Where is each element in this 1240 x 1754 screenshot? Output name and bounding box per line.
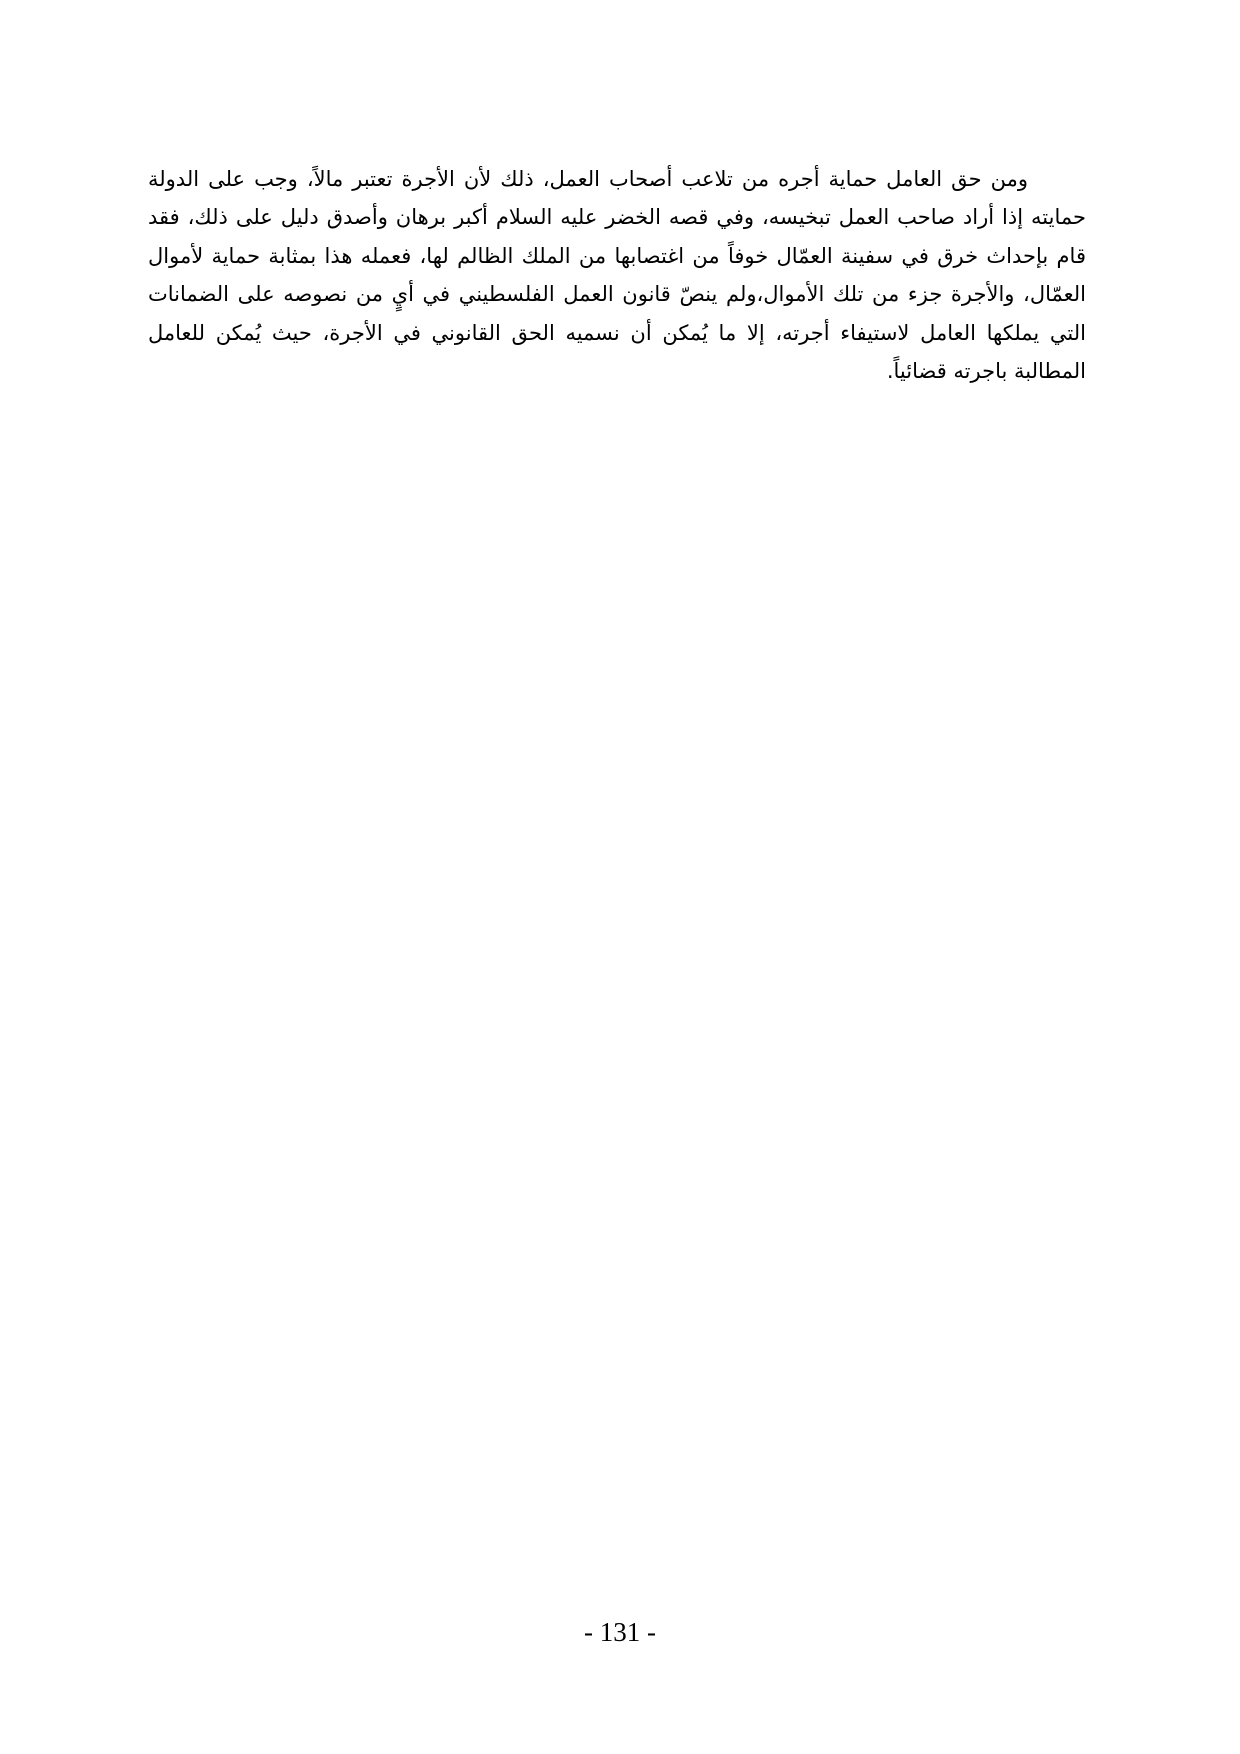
page-number: - 131 - bbox=[584, 1617, 656, 1647]
body-paragraph: ومن حق العامل حماية أجره من تلاعب أصحاب العمل، ذلك لأن الأجرة تعتبر مالاً، وجب على الدولة حمايته إذا أراد صاحب العمل تبخيسه، وفي قصه الخضر عليه السلام أكبر برهان وأصدق دليل على ذلك، فقد قام بإحداث خرق في سفينة العمّال خوفاً من اغتصابها من الملك الظالم لها، فعمله هذا بمثابة حماية لأموال العمّال، والأجرة جزء من تلك الأموال،ولم ينصّ قانون العمل الفلسطيني في أيٍ من نصوصه على الضمانات التي يملكها العامل لاستيفاء أجرته، إلا ما يُمكن أن نسميه الحق القانوني في الأجرة، حيث يُمكن للعامل المطالبة باجرته قضائياً. bbox=[148, 167, 1086, 384]
